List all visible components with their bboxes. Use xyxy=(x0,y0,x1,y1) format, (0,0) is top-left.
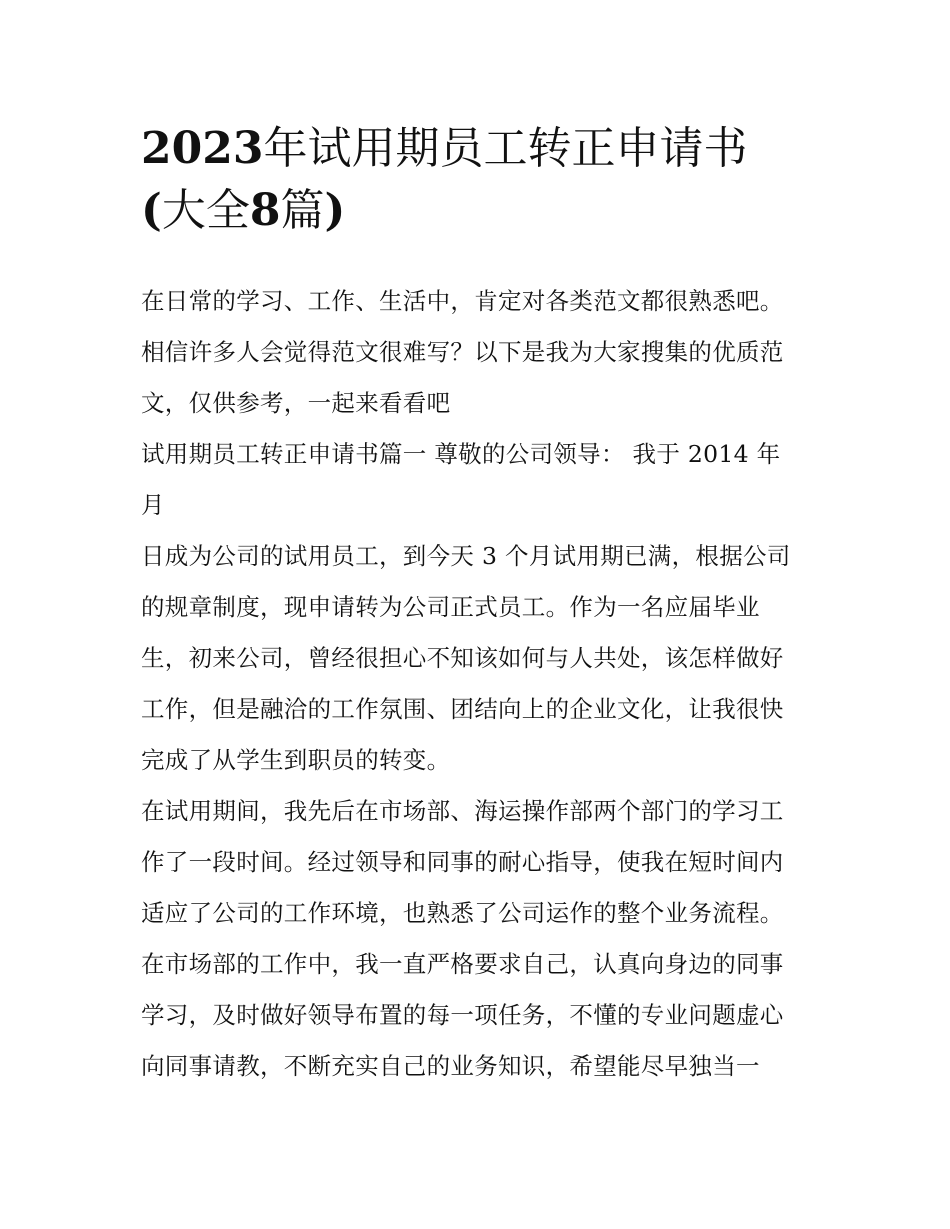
title-line-1 xyxy=(141,118,831,180)
body-line: 向同事请教，不断充实自己的业务知识，希望能尽早独当一 xyxy=(141,1052,760,1080)
title-text: 年试用期员工转正申请书 xyxy=(263,123,748,174)
title-paren-close: ) xyxy=(324,185,346,236)
body-line: 日成为公司的试用员工，到今天 3 个月试用期已满，根据公司 xyxy=(141,542,791,570)
body-line: 试用期员工转正申请书篇一 尊敬的公司领导： 我于 2014 年 xyxy=(141,440,781,468)
body-line: 完成了从学生到职员的转变。 xyxy=(141,746,451,774)
body-line: 在试用期间，我先后在市场部、海运操作部两个部门的学习工 xyxy=(141,797,784,825)
title-pian: 篇 xyxy=(280,185,325,236)
body-line: 在日常的学习、工作、生活中，肯定对各类范文都很熟悉吧。 xyxy=(141,287,784,315)
body-line: 相信许多人会觉得范文很难写？以下是我为大家搜集的优质范 xyxy=(141,338,784,366)
body-line: 在市场部的工作中，我一直严格要求自己，认真向身边的同事 xyxy=(141,950,784,978)
title-year: 2023 xyxy=(141,123,264,174)
body-line: 适应了公司的工作环境，也熟悉了公司运作的整个业务流程。 xyxy=(141,899,784,927)
body-line: 的规章制度，现申请转为公司正式员工。作为一名应届毕业 xyxy=(141,593,760,621)
title-daquan: 大全 xyxy=(161,185,250,236)
title-line-2 xyxy=(141,180,831,242)
title-paren-open: ( xyxy=(141,185,162,236)
document-body xyxy=(141,276,831,1092)
body-line: 文，仅供参考，一起来看看吧 xyxy=(141,389,451,417)
body-line: 月 xyxy=(141,491,165,519)
body-line: 生，初来公司，曾经很担心不知该如何与人共处，该怎样做好 xyxy=(141,644,784,672)
title-count: 8 xyxy=(249,185,281,236)
body-line: 作了一段时间。经过领导和同事的耐心指导，使我在短时间内 xyxy=(141,848,784,876)
body-line: 学习，及时做好领导布置的每一项任务，不懂的专业问题虚心 xyxy=(141,1001,784,1029)
body-line: 工作，但是融洽的工作氛围、团结向上的企业文化，让我很快 xyxy=(141,695,784,723)
document-title xyxy=(141,118,831,242)
